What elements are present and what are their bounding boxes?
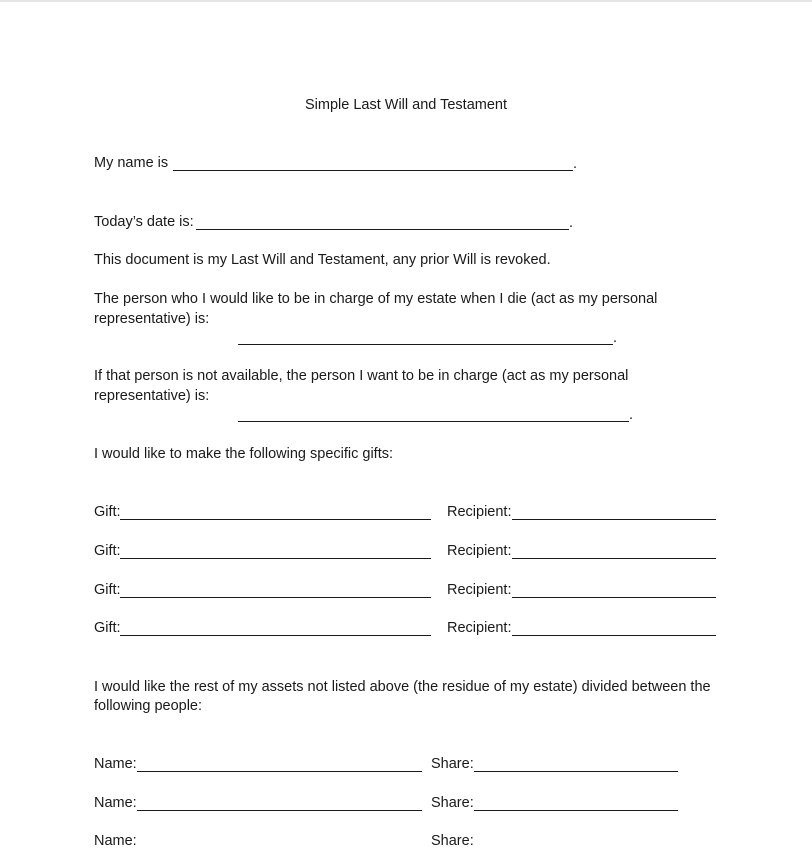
gift-field[interactable] — [120, 519, 431, 520]
gift-row — [0, 542, 812, 562]
alt-rep-period: . — [629, 407, 634, 423]
share-name-field[interactable] — [137, 810, 422, 811]
share-field[interactable] — [474, 771, 678, 772]
gift-row — [0, 619, 812, 639]
gift-field[interactable] — [120, 635, 431, 636]
gift-label: Gift: — [94, 504, 121, 520]
alt-rep-prompt-line2: representative) is: — [94, 388, 210, 404]
rep-field[interactable] — [238, 344, 613, 345]
recipient-label: Recipient: — [447, 620, 512, 636]
name-field[interactable] — [173, 170, 573, 171]
share-name-label: Name: — [94, 795, 137, 811]
share-label: Share: — [431, 833, 474, 849]
share-name-label: Name: — [94, 756, 137, 772]
share-label: Share: — [431, 795, 474, 811]
residue-line2: following people: — [94, 698, 203, 714]
gifts-intro: I would like to make the following specific gifts: — [94, 446, 393, 462]
gift-row — [0, 503, 812, 523]
share-field[interactable] — [474, 810, 678, 811]
recipient-field[interactable] — [512, 635, 716, 636]
alt-rep-prompt-line1: If that person is not available, the person I want to be in charge (act as my personal — [94, 368, 629, 384]
revoke-statement: This document is my Last Will and Testament, any prior Will is revoked. — [94, 252, 551, 268]
recipient-label: Recipient: — [447, 582, 512, 598]
date-period: . — [569, 215, 574, 231]
gift-label: Gift: — [94, 543, 121, 559]
rep-period: . — [613, 330, 618, 346]
recipient-field[interactable] — [512, 519, 716, 520]
date-field[interactable] — [196, 229, 569, 230]
recipient-label: Recipient: — [447, 504, 512, 520]
residue-line1: I would like the rest of my assets not listed above (the residue of my estate) divided between the — [94, 679, 711, 695]
gift-label: Gift: — [94, 620, 121, 636]
share-label: Share: — [431, 756, 474, 772]
rep-prompt-line2: representative) is: — [94, 311, 210, 327]
share-row — [0, 832, 812, 852]
document-title: Simple Last Will and Testament — [304, 97, 508, 113]
recipient-field[interactable] — [512, 597, 716, 598]
recipient-label: Recipient: — [447, 543, 512, 559]
date-label: Today’s date is: — [94, 214, 194, 230]
gift-field[interactable] — [120, 597, 431, 598]
rep-prompt-line1: The person who I would like to be in charge of my estate when I die (act as my personal — [94, 291, 658, 307]
gift-field[interactable] — [120, 558, 431, 559]
share-name-label: Name: — [94, 833, 137, 849]
gift-row — [0, 581, 812, 601]
page-top-border — [0, 0, 812, 2]
share-row — [0, 755, 812, 775]
gift-label: Gift: — [94, 582, 121, 598]
name-label: My name is — [94, 155, 169, 171]
share-name-field[interactable] — [137, 771, 422, 772]
alt-rep-field[interactable] — [238, 421, 629, 422]
recipient-field[interactable] — [512, 558, 716, 559]
name-period: . — [573, 156, 578, 172]
share-row — [0, 794, 812, 814]
